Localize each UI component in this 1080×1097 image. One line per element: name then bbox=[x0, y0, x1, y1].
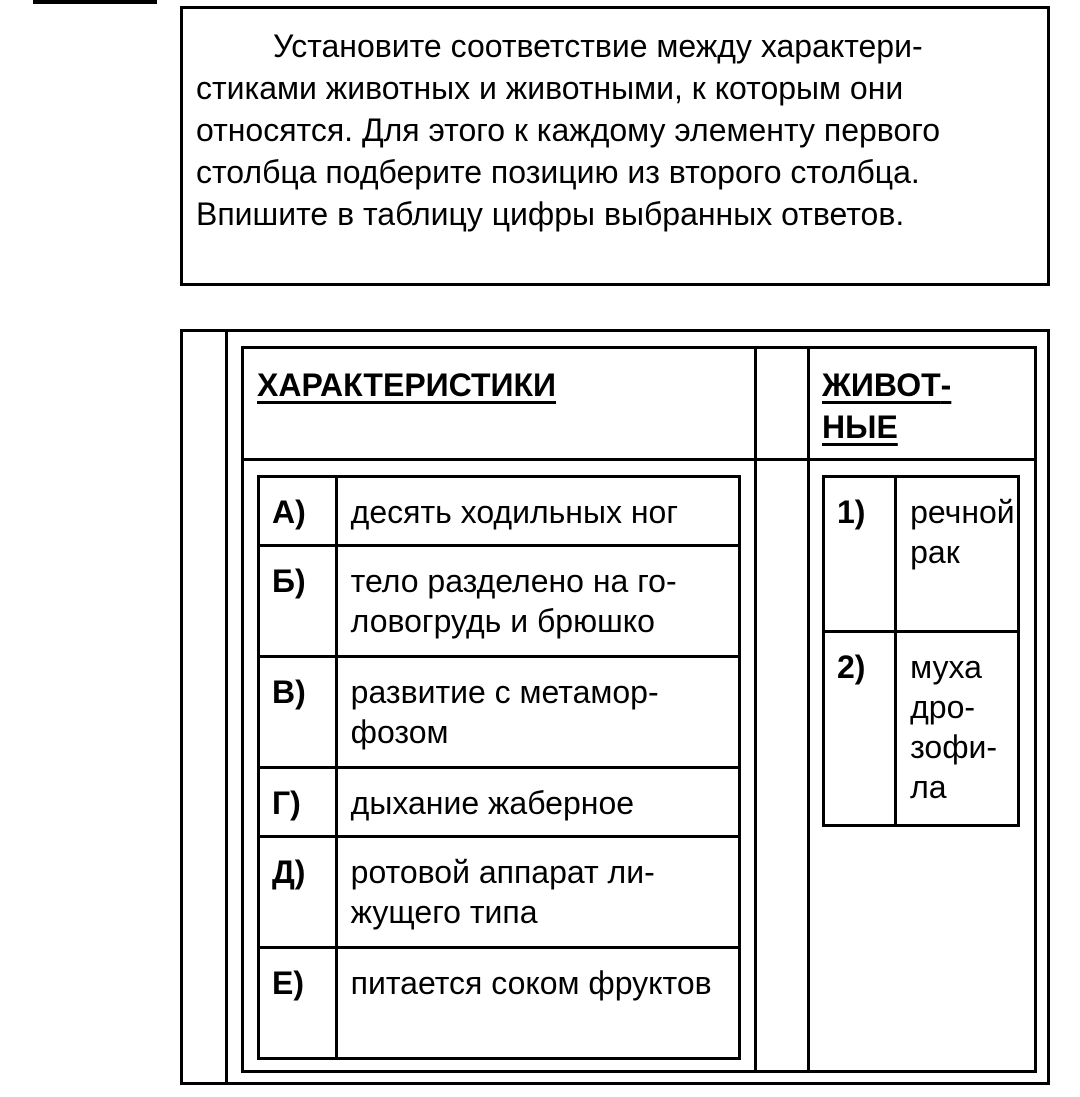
characteristic-label: В) bbox=[259, 657, 337, 768]
animal-text: муха дрозофила bbox=[896, 632, 1019, 826]
characteristic-text: десять ходильных ног bbox=[336, 477, 739, 546]
characteristic-text: дыхание жаберное bbox=[336, 768, 739, 837]
characteristic-label: А) bbox=[259, 477, 337, 546]
characteristic-row bbox=[259, 837, 740, 948]
characteristics-table bbox=[257, 475, 741, 1060]
task-text: Установите соответствие между характеристиками животных и животными, к которым они относятся. Для этого к каждому элементу первого столбца подберите позицию из второго столбца. Впишите в таблицу цифры выбранных ответов. bbox=[196, 28, 940, 232]
characteristic-row bbox=[259, 546, 740, 657]
animals-heading: ЖИВОТНЫЕ bbox=[822, 367, 952, 445]
characteristic-text: питается соком фруктов bbox=[336, 948, 739, 1059]
characteristic-label: Е) bbox=[259, 948, 337, 1059]
animal-text: речной рак bbox=[896, 477, 1019, 632]
frame-margin-line bbox=[225, 332, 228, 1082]
top-rule bbox=[33, 0, 157, 4]
task-box bbox=[180, 6, 1050, 286]
characteristic-row bbox=[259, 768, 740, 837]
heading-divider bbox=[244, 458, 1034, 461]
characteristic-text: тело разделено на головогрудь и брюшко bbox=[336, 546, 739, 657]
characteristic-label: Г) bbox=[259, 768, 337, 837]
matching-table bbox=[241, 346, 1037, 1073]
animal-row bbox=[824, 632, 1019, 826]
animals-table bbox=[822, 475, 1020, 827]
characteristic-row bbox=[259, 948, 740, 1059]
characteristic-label: Б) bbox=[259, 546, 337, 657]
characteristic-text: развитие с метаморфозом bbox=[336, 657, 739, 768]
animal-label: 1) bbox=[824, 477, 896, 632]
animal-label: 2) bbox=[824, 632, 896, 826]
characteristic-row bbox=[259, 477, 740, 546]
characteristic-text: ротовой аппарат лижущего типа bbox=[336, 837, 739, 948]
characteristic-label: Д) bbox=[259, 837, 337, 948]
animal-row bbox=[824, 477, 1019, 632]
characteristic-row bbox=[259, 657, 740, 768]
characteristics-heading: ХАРАКТЕРИСТИКИ bbox=[257, 367, 557, 403]
matching-frame bbox=[180, 329, 1050, 1085]
